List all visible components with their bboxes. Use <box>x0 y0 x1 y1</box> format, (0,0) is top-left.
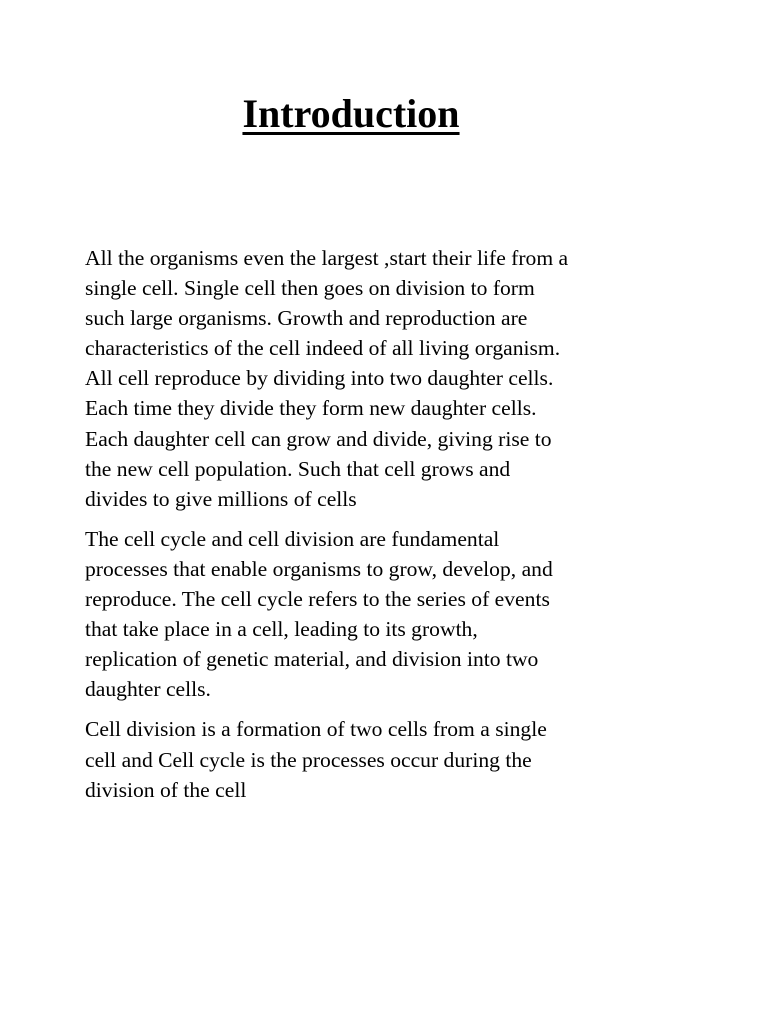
page-title: Introduction <box>242 91 460 136</box>
paragraph-intro: All the organisms even the largest ,start their life from a single cell. Single cell then goes on division to form such large organisms. Growth and reproduction are characteristics of the cell indeed of all living organism. All cell reproduce by dividing into two daughter cells. Each time they divide they form new daughter cells. Each daughter cell can grow and divide, giving rise to the new cell population. Such that cell grows and divides to give millions of cells <box>85 246 569 511</box>
body-text <box>85 243 645 815</box>
paragraph-cell-cycle: The cell cycle and cell division are fundamental processes that enable organisms to grow, develop, and reproduce. The cell cycle refers to the series of events that take place in a cell, leading to its growth, replication of genetic material, and division into two daughter cells. <box>85 526 553 702</box>
paragraph-cell-division: Cell division is a formation of two cells from a single cell and Cell cycle is the processes occur during the division of the cell <box>85 717 547 802</box>
